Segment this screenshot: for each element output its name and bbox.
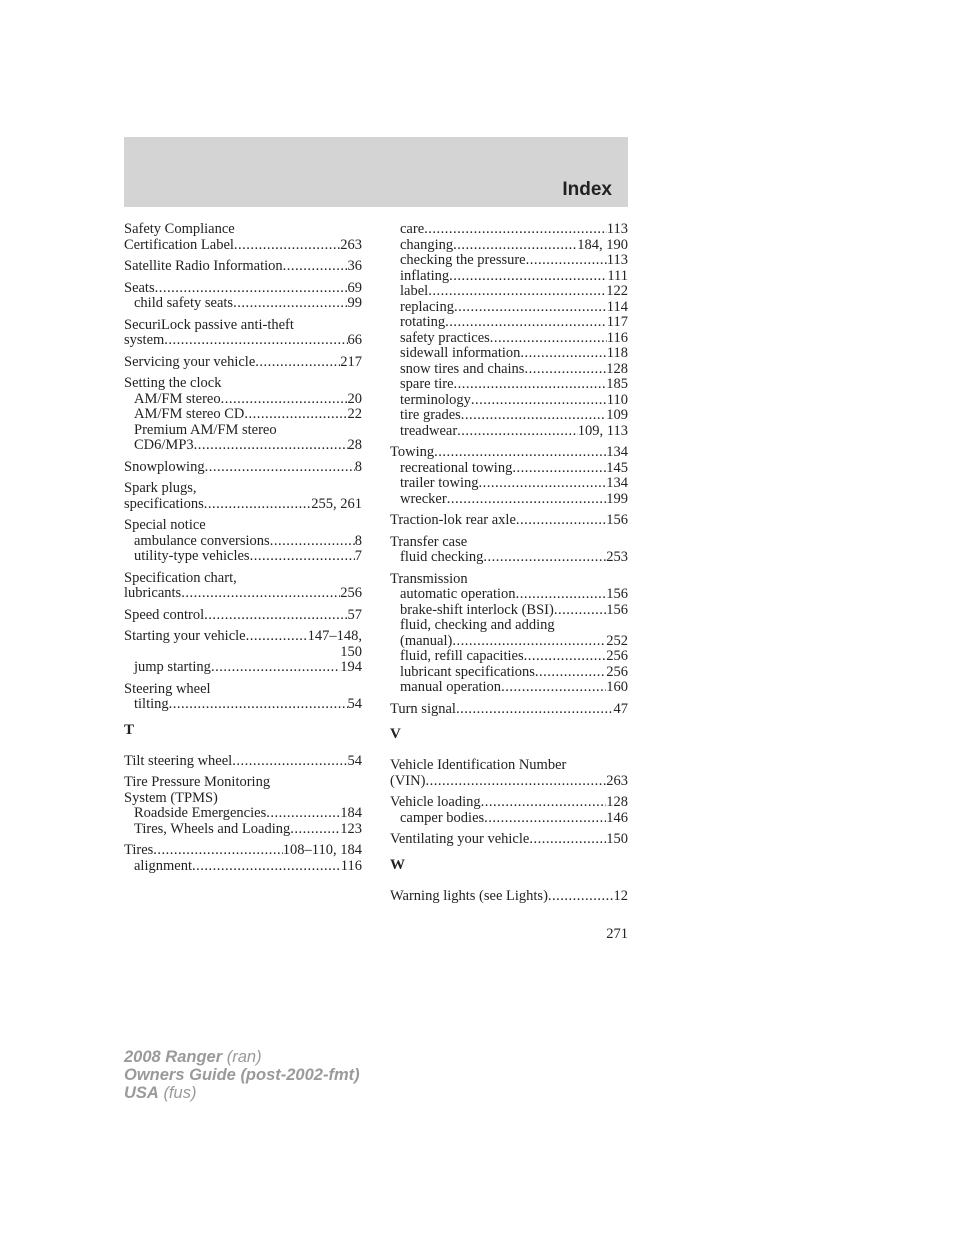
- entry-text: child safety seats: [134, 295, 234, 311]
- entry-page-ref: 256: [340, 585, 362, 601]
- dot-leader: [424, 222, 607, 238]
- dot-leader: [516, 587, 607, 603]
- dot-leader: [526, 253, 607, 269]
- entry-text: Certification Label: [124, 236, 234, 253]
- index-entry-line: [124, 497, 362, 513]
- index-entry: [124, 355, 362, 371]
- entry-text: Tires, Wheels and Loading: [134, 820, 291, 837]
- entry-text: terminology: [400, 391, 471, 408]
- entry-page-ref: 108–110, 184: [282, 842, 362, 858]
- index-subentry: [390, 346, 628, 362]
- entry-text: CD6/MP3: [134, 437, 194, 453]
- entry-page-ref: 156: [606, 601, 628, 618]
- entry-text: System (TPMS): [124, 789, 218, 806]
- entry-text: inflating: [400, 267, 450, 284]
- entry-page-ref: 184: [340, 805, 362, 821]
- index-entry: [124, 775, 362, 837]
- index-subentry: [124, 392, 362, 408]
- index-entry: [124, 222, 362, 253]
- dot-leader: [194, 438, 348, 454]
- footer: [124, 1048, 360, 1102]
- index-entry-line: [390, 774, 628, 790]
- entry-text: 150: [340, 643, 362, 660]
- entry-page-ref: 256: [606, 648, 628, 664]
- entry-text: Vehicle loading: [390, 794, 481, 810]
- dot-leader: [490, 331, 607, 347]
- dot-leader: [483, 550, 606, 566]
- entry-text: fluid, checking and adding: [400, 617, 555, 633]
- index-entry: [124, 481, 362, 512]
- entry-text: system: [124, 332, 165, 348]
- dot-leader: [529, 832, 606, 848]
- index-entry: [390, 445, 628, 507]
- index-subentry: [390, 331, 628, 347]
- entry-page-ref: 113: [606, 221, 628, 237]
- entry-text: Speed control: [124, 606, 205, 623]
- entry-text: spare tire: [400, 376, 454, 392]
- entry-text: Special notice: [124, 517, 206, 533]
- index-entry-line: [124, 791, 362, 807]
- dot-leader: [501, 680, 606, 696]
- index-column-left: [124, 222, 362, 880]
- dot-leader: [461, 408, 606, 424]
- index-entry-line: [124, 608, 362, 624]
- index-subentry: [390, 269, 628, 285]
- index-subentry: [390, 284, 628, 300]
- entry-page-ref: 12: [613, 887, 628, 904]
- index-subentry: [390, 315, 628, 331]
- entry-text: lubricants: [124, 585, 182, 601]
- index-subentry: [390, 492, 628, 508]
- index-entry-line: [124, 259, 362, 275]
- index-subentry: [390, 587, 628, 603]
- dot-leader: [535, 665, 606, 681]
- dot-leader: [428, 284, 606, 300]
- dot-leader: [164, 333, 347, 349]
- entry-text: lubricant specifications: [400, 663, 535, 680]
- index-entry: [124, 571, 362, 602]
- index-subentry: [390, 665, 628, 681]
- dot-leader: [155, 281, 348, 297]
- entry-text: Traction-lok rear axle: [390, 512, 516, 528]
- entry-text: checking the pressure: [400, 252, 526, 268]
- index-entry-line: [390, 702, 628, 718]
- index-entry-line: [124, 355, 362, 371]
- entry-page-ref: 255, 261: [311, 495, 362, 512]
- entry-text: fluid, refill capacities: [400, 648, 524, 664]
- index-entry: [390, 572, 628, 696]
- entry-page-ref: 20: [347, 390, 362, 407]
- index-entry-line: [390, 758, 628, 774]
- entry-text: Vehicle Identification Number: [390, 757, 567, 773]
- entry-page-ref: 146: [606, 809, 628, 826]
- index-entry-line: [124, 571, 362, 587]
- index-subentry: [124, 534, 362, 550]
- index-entry: [390, 889, 628, 905]
- dot-leader: [234, 238, 340, 254]
- index-entry-line: [390, 889, 628, 905]
- entry-page-ref: 36: [347, 258, 362, 274]
- entry-text: Starting your vehicle: [124, 628, 246, 644]
- entry-text: jump starting: [134, 659, 211, 675]
- entry-text: Servicing your vehicle: [124, 353, 256, 370]
- index-entry-line: [124, 629, 362, 645]
- dot-leader: [449, 269, 607, 285]
- index-entry: [124, 376, 362, 454]
- entry-page-ref: 8: [354, 532, 362, 549]
- footer-model: 2008 Ranger: [124, 1048, 223, 1066]
- entry-text: Premium AM/FM stereo: [134, 421, 277, 438]
- entry-page-ref: 109, 113: [577, 422, 628, 439]
- entry-text: brake-shift interlock (BSI): [400, 601, 554, 618]
- index-subentry: [124, 423, 362, 439]
- index-subentry: [124, 806, 362, 822]
- index-entry: [124, 629, 362, 676]
- dot-leader: [221, 392, 348, 408]
- entry-text: trailer towing: [400, 475, 479, 491]
- entry-page-ref: 184, 190: [577, 236, 628, 253]
- dot-leader: [192, 859, 341, 875]
- footer-market-code: (fus): [163, 1084, 197, 1102]
- index-entry-line: [124, 586, 362, 602]
- index-subentry: [390, 253, 628, 269]
- dot-leader: [452, 634, 606, 650]
- index-entry-line: [124, 222, 362, 238]
- index-entry-line: [390, 445, 628, 461]
- entry-text: Towing: [390, 444, 435, 460]
- index-entry: [390, 832, 628, 848]
- dot-leader: [454, 377, 607, 393]
- entry-page-ref: 109: [606, 407, 628, 423]
- index-subentry: [124, 822, 362, 838]
- index-subentry: [390, 476, 628, 492]
- entry-text: sidewall information: [400, 345, 521, 361]
- index-entry: [124, 608, 362, 624]
- index-subentry: [390, 634, 628, 650]
- index-entry: [390, 702, 628, 718]
- index-entry-line: [124, 775, 362, 791]
- entry-page-ref: 128: [606, 360, 628, 377]
- index-subentry: [390, 550, 628, 566]
- dot-leader: [453, 238, 577, 254]
- index-entry: [390, 758, 628, 789]
- dot-leader: [246, 629, 308, 645]
- dot-leader: [479, 476, 607, 492]
- index-entry-line: [124, 645, 362, 661]
- dot-leader: [434, 445, 606, 461]
- entry-text: Snowplowing: [124, 458, 205, 475]
- index-subentry: [124, 697, 362, 713]
- index-subentry: [124, 859, 362, 875]
- index-subentry: [124, 438, 362, 454]
- entry-page-ref: 147–148,: [307, 628, 362, 644]
- dot-leader: [425, 774, 606, 790]
- index-subentry: [390, 461, 628, 477]
- entry-text: alignment: [134, 857, 192, 874]
- entry-text: AM/FM stereo: [134, 390, 221, 407]
- entry-page-ref: 54: [347, 752, 362, 769]
- index-subentry: [390, 649, 628, 665]
- entry-page-ref: 253: [606, 549, 628, 565]
- index-entry-line: [390, 832, 628, 848]
- entry-page-ref: 122: [606, 283, 628, 299]
- dot-leader: [255, 355, 340, 371]
- index-subentry: [390, 603, 628, 619]
- entry-text: manual operation: [400, 679, 502, 695]
- index-entry-line: [124, 318, 362, 334]
- entry-page-ref: 263: [340, 236, 362, 253]
- dot-leader: [250, 549, 355, 565]
- entry-text: AM/FM stereo CD: [134, 406, 245, 422]
- entry-page-ref: 66: [347, 332, 362, 348]
- index-subentry: [124, 407, 362, 423]
- entry-page-ref: 217: [340, 353, 362, 370]
- dot-leader: [169, 697, 348, 713]
- index-entry-line: [124, 481, 362, 497]
- dot-leader: [484, 811, 606, 827]
- index-subentry: [390, 238, 628, 254]
- entry-page-ref: 256: [606, 663, 628, 680]
- entry-text: snow tires and chains: [400, 360, 525, 377]
- entry-page-ref: 113: [606, 252, 628, 268]
- page-title: Index: [562, 179, 612, 200]
- entry-page-ref: 116: [340, 857, 362, 874]
- dot-leader: [524, 362, 606, 378]
- dot-leader: [266, 806, 340, 822]
- dot-leader: [233, 296, 347, 312]
- entry-page-ref: 156: [606, 586, 628, 602]
- dot-leader: [454, 300, 607, 316]
- index-subentry: [390, 362, 628, 378]
- dot-leader: [481, 795, 607, 811]
- entry-text: changing: [400, 236, 454, 253]
- dot-leader: [445, 315, 607, 331]
- index-subentry: [390, 680, 628, 696]
- entry-page-ref: 7: [354, 548, 362, 564]
- index-entry: [124, 281, 362, 312]
- dot-leader: [447, 492, 607, 508]
- entry-text: SecuriLock passive anti-theft: [124, 316, 294, 333]
- entry-text: Warning lights (see Lights): [390, 887, 548, 904]
- index-entry-line: [390, 535, 628, 551]
- entry-text: label: [400, 283, 429, 299]
- entry-page-ref: 118: [606, 345, 628, 361]
- entry-text: replacing: [400, 298, 454, 315]
- footer-model-code: (ran): [226, 1048, 262, 1066]
- entry-text: care: [400, 221, 425, 237]
- entry-page-ref: 69: [347, 279, 362, 296]
- index-subentry: [390, 408, 628, 424]
- entry-text: ambulance conversions: [134, 532, 270, 549]
- dot-leader: [524, 649, 607, 665]
- index-entry-line: [124, 333, 362, 349]
- entry-page-ref: 111: [607, 267, 628, 284]
- index-entry-line: [124, 754, 362, 770]
- index-entry: [390, 535, 628, 566]
- index-subentry: [390, 618, 628, 634]
- entry-page-ref: 160: [606, 679, 628, 695]
- entry-text: Tilt steering wheel: [124, 752, 233, 769]
- index-entry: [124, 843, 362, 874]
- entry-text: utility-type vehicles: [134, 548, 250, 564]
- entry-text: tilting: [134, 696, 169, 712]
- entry-page-ref: 54: [347, 696, 362, 712]
- entry-text: recreational towing: [400, 459, 513, 476]
- entry-text: Steering wheel: [124, 680, 211, 697]
- entry-text: specifications: [124, 495, 204, 512]
- index-subentry: [390, 393, 628, 409]
- entry-text: Roadside Emergencies: [134, 805, 267, 821]
- entry-page-ref: 117: [606, 314, 628, 330]
- index-letter-heading: V: [390, 726, 401, 742]
- dot-leader: [548, 889, 614, 905]
- entry-page-ref: 123: [340, 820, 362, 837]
- footer-guide: Owners Guide (post-2002-fmt): [124, 1066, 360, 1084]
- index-entry: [124, 460, 362, 476]
- entry-page-ref: 134: [606, 475, 628, 491]
- entry-text: Safety Compliance: [124, 221, 235, 237]
- entry-text: Transfer case: [390, 533, 468, 550]
- entry-page-ref: 145: [606, 459, 628, 476]
- index-entry-line: [124, 238, 362, 254]
- index-entry-line: [390, 513, 628, 529]
- entry-page-ref: 57: [347, 606, 362, 623]
- index-entry: [124, 754, 362, 770]
- index-letter-heading: T: [124, 721, 135, 738]
- dot-leader: [456, 702, 614, 718]
- entry-text: rotating: [400, 314, 446, 330]
- index-entry-line: [124, 281, 362, 297]
- entry-text: Seats: [124, 279, 155, 296]
- index-entry-line: [124, 460, 362, 476]
- dot-leader: [204, 608, 347, 624]
- dot-leader: [457, 424, 578, 440]
- dot-leader: [471, 393, 607, 409]
- entry-text: Setting the clock: [124, 375, 222, 391]
- index-entry: [390, 222, 628, 439]
- index-entry-line: [124, 518, 362, 534]
- dot-leader: [211, 660, 340, 676]
- entry-page-ref: 8: [354, 458, 362, 475]
- entry-page-ref: 150: [606, 831, 628, 847]
- entry-text: Tires: [124, 842, 154, 858]
- entry-page-ref: 47: [613, 700, 628, 717]
- entry-text: (VIN): [390, 772, 426, 789]
- index-entry: [390, 513, 628, 529]
- index-entry: [124, 259, 362, 275]
- dot-leader: [270, 534, 355, 550]
- dot-leader: [283, 259, 348, 275]
- dot-leader: [516, 513, 606, 529]
- dot-leader: [512, 461, 606, 477]
- index-entry-line: [124, 682, 362, 698]
- index-subentry: [124, 549, 362, 565]
- index-letter-heading: W: [390, 856, 405, 873]
- index-subentry: [390, 300, 628, 316]
- entry-text: Transmission: [390, 570, 468, 587]
- footer-market: USA: [124, 1084, 159, 1102]
- entry-page-ref: 28: [347, 437, 362, 453]
- entry-page-ref: 156: [606, 512, 628, 528]
- index-entry: [124, 518, 362, 565]
- entry-page-ref: 252: [606, 632, 628, 649]
- entry-text: wrecker: [400, 490, 447, 507]
- index-subentry: [390, 222, 628, 238]
- index-entry: [124, 318, 362, 349]
- entry-text: safety practices: [400, 329, 490, 346]
- dot-leader: [290, 822, 340, 838]
- index-column-right: [390, 222, 628, 910]
- page-number: 271: [606, 926, 628, 942]
- index-subentry: [390, 811, 628, 827]
- entry-text: camper bodies: [400, 809, 485, 826]
- entry-page-ref: 128: [606, 794, 628, 810]
- dot-leader: [244, 407, 347, 423]
- entry-page-ref: 114: [606, 298, 628, 315]
- index-subentry: [124, 660, 362, 676]
- dot-leader: [205, 460, 355, 476]
- entry-text: treadwear: [400, 422, 458, 439]
- index-entry-line: [124, 376, 362, 392]
- dot-leader: [232, 754, 347, 770]
- entry-text: Tire Pressure Monitoring: [124, 774, 271, 790]
- entry-page-ref: 22: [347, 406, 362, 422]
- header-band: [124, 137, 628, 207]
- dot-leader: [181, 586, 340, 602]
- entry-text: (manual): [400, 632, 453, 649]
- entry-text: Specification chart,: [124, 569, 237, 586]
- index-subentry: [390, 377, 628, 393]
- index-entry-line: [124, 843, 362, 859]
- dot-leader: [153, 843, 282, 859]
- entry-text: Ventilating your vehicle: [390, 831, 530, 847]
- entry-text: tire grades: [400, 407, 461, 423]
- index-entry-line: [390, 572, 628, 588]
- entry-text: fluid checking: [400, 549, 484, 565]
- entry-page-ref: 185: [606, 376, 628, 392]
- entry-page-ref: 116: [606, 329, 628, 346]
- entry-text: Turn signal: [390, 700, 456, 717]
- entry-text: automatic operation: [400, 586, 516, 602]
- entry-page-ref: 110: [606, 391, 628, 408]
- index-entry-line: [390, 795, 628, 811]
- index-entry: [124, 682, 362, 713]
- entry-page-ref: 194: [340, 659, 362, 675]
- dot-leader: [204, 497, 312, 513]
- entry-page-ref: 99: [347, 295, 362, 311]
- entry-page-ref: 199: [606, 490, 628, 507]
- index-subentry: [390, 424, 628, 440]
- entry-text: Spark plugs,: [124, 480, 197, 496]
- dot-leader: [520, 346, 606, 362]
- entry-page-ref: 134: [606, 444, 628, 460]
- index-subentry: [124, 296, 362, 312]
- entry-page-ref: 263: [606, 772, 628, 789]
- dot-leader: [554, 603, 606, 619]
- entry-text: Satellite Radio Information: [124, 258, 283, 274]
- index-entry: [390, 795, 628, 826]
